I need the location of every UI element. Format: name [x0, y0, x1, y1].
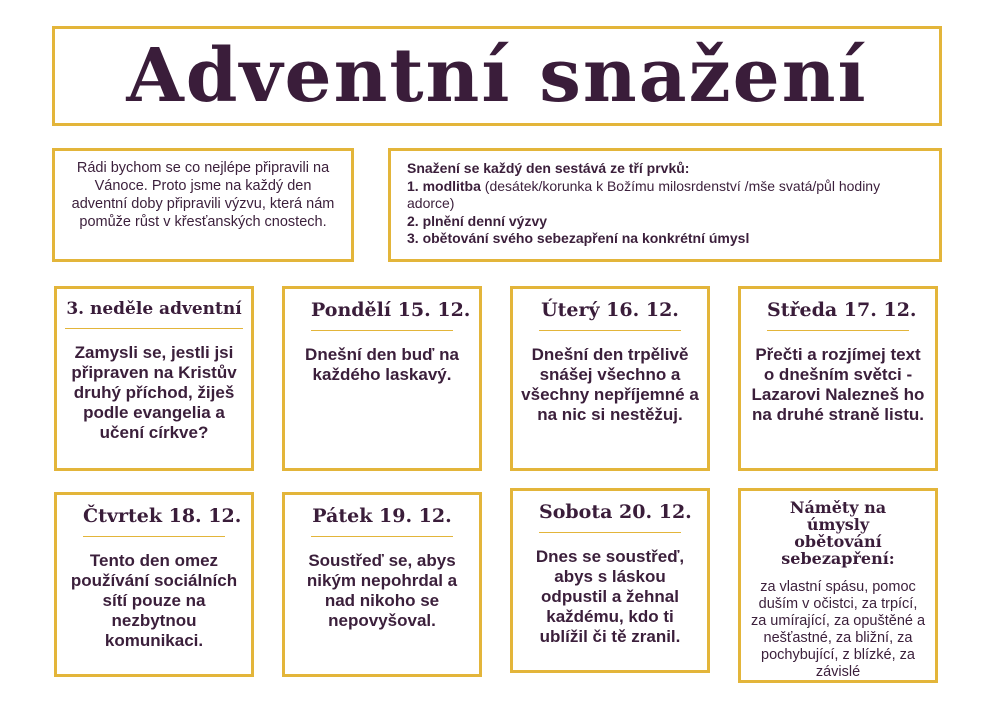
- card-wednesday: [738, 286, 938, 471]
- card-intentions: [738, 488, 938, 683]
- card-saturday: [510, 488, 710, 673]
- rules-item-3: 3. obětování svého sebezapření na konkrétní úmysl: [407, 230, 750, 246]
- intro-box: [52, 148, 354, 262]
- rules-item-1-bold: 1. modlitba: [407, 177, 481, 194]
- card-title: Úterý 16. 12.: [539, 299, 681, 331]
- page-title: Adventní snažení: [126, 33, 868, 119]
- rules-heading: Snažení se každý den sestává ze tří prvků:: [407, 160, 690, 176]
- card-text: Zamysli se, jestli jsi připraven na Kristův druhý příchod, žiješ podle evangelia a učení církve?: [71, 343, 237, 442]
- card-text: Dnešní den trpělivě snášej všechno a všechny nepříjemné a na nic si nestěžuj.: [521, 345, 699, 424]
- card-title: Pátek 19. 12.: [311, 505, 453, 537]
- rules-item-1-rest: (desátek/korunka k Božímu milosrdenství /mše svatá/půl hodiny adorce): [407, 177, 881, 211]
- card-text: Soustřeď se, abys nikým nepohrdal a nad nikoho se nepovyšoval.: [306, 551, 458, 630]
- card-text: Dnešní den buď na každého laskavý.: [305, 345, 459, 384]
- card-monday: [282, 286, 482, 471]
- rules-item-1: [407, 178, 923, 213]
- rules-box: [388, 148, 942, 262]
- card-text: Přečti a rozjímej text o dnešním světci - Lazarovi Nalezneš ho na druhé straně listu.: [751, 345, 925, 424]
- card-title: Sobota 20. 12.: [539, 501, 681, 533]
- card-thursday: [54, 492, 254, 677]
- card-text: Tento den omez používání sociálních sítí pouze na nezbytnou komunikaci.: [70, 551, 238, 650]
- card-sunday: [54, 286, 254, 471]
- card-text: Dnes se soustřeď, abys s láskou odpustil a žehnal každému, kdo ti ublížil či tě zranil.: [535, 547, 685, 646]
- card-title: Pondělí 15. 12.: [311, 299, 453, 331]
- card-title: Čtvrtek 18. 12.: [83, 505, 225, 537]
- card-friday: [282, 492, 482, 677]
- card-title: 3. neděle adventní: [65, 299, 243, 329]
- card-title: Středa 17. 12.: [767, 299, 909, 331]
- card-tuesday: [510, 286, 710, 471]
- intro-text: Rádi bychom se co nejlépe připravili na Vánoce. Proto jsme na každý den adventní doby připravili výzvu, která nám pomůže růst v křesťanských cnostech.: [71, 160, 335, 230]
- card-title: Náměty na úmysly obětování sebezapření:: [781, 498, 895, 568]
- title-banner: [52, 26, 942, 126]
- card-text: za vlastní spásu, pomoc duším v očistci, za trpící, za umírající, za opuštěné a nešťastné, za bližní, za pochybující, z blízké, za závislé: [750, 579, 926, 680]
- rules-item-2: 2. plnění denní výzvy: [407, 212, 548, 229]
